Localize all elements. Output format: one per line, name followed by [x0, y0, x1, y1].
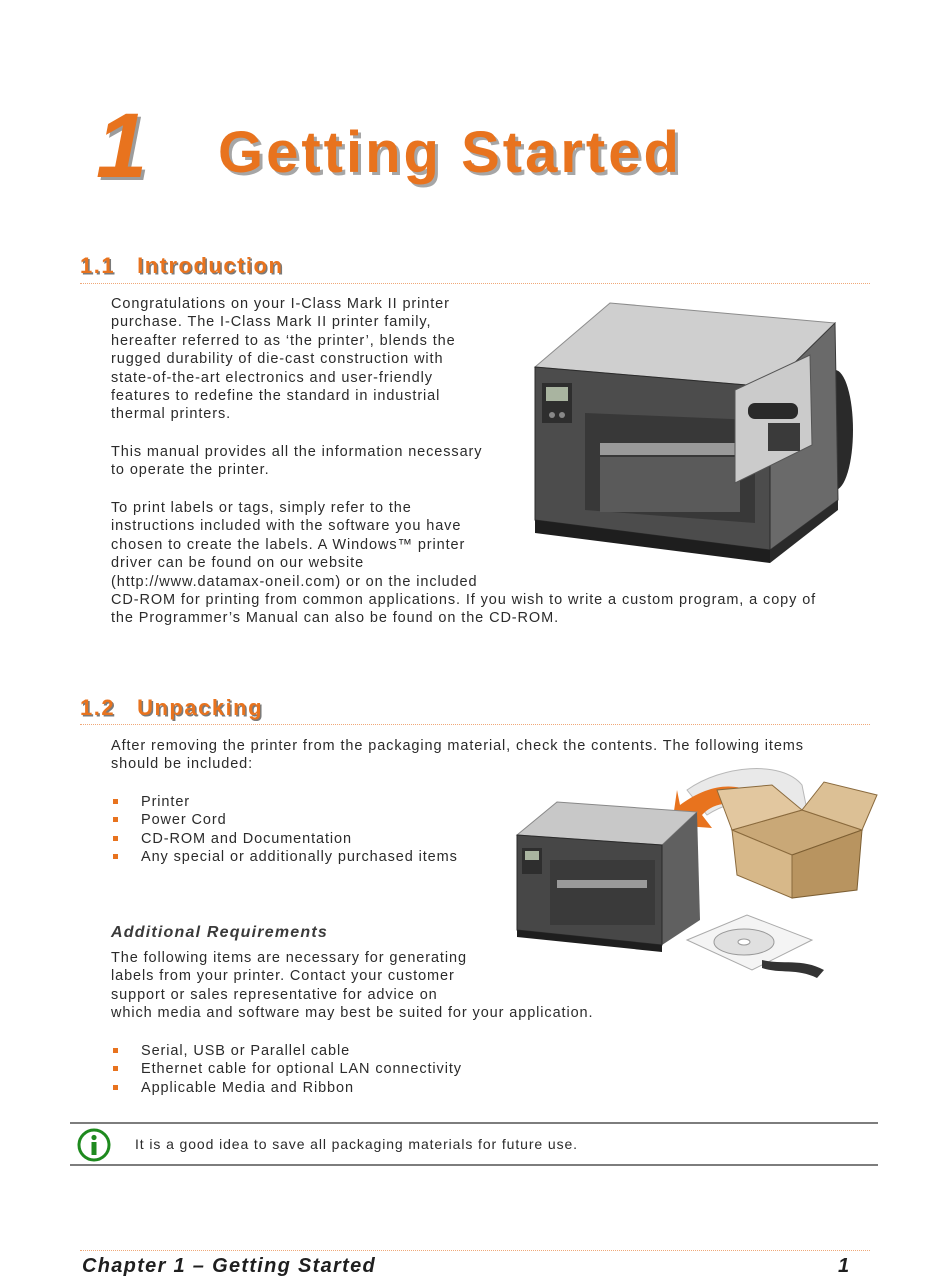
section-heading-unpacking	[80, 695, 263, 721]
intro-paragraph-1	[111, 295, 456, 424]
note-text: It is a good idea to save all packaging materials for future use.	[135, 1136, 578, 1152]
info-icon	[76, 1127, 112, 1163]
text-line: thermal printers.	[111, 406, 232, 423]
text-line: should be included:	[111, 756, 254, 773]
page-number: 1	[838, 1255, 850, 1277]
text-line: purchase. The I-Class Mark II printer family,	[111, 314, 432, 331]
text-line: After removing the printer from the packaging material, check the contents. The following items	[111, 738, 804, 754]
additional-requirements-text	[111, 949, 593, 1023]
section-divider	[80, 283, 870, 284]
requirements-list	[111, 1042, 462, 1097]
chapter-title: Getting Started	[218, 120, 682, 185]
text-line: The following items are necessary for generating	[111, 950, 467, 966]
chapter-number: 1	[96, 95, 146, 197]
list-item: Printer	[111, 793, 458, 811]
list-item: Any special or additionally purchased items	[111, 848, 458, 866]
additional-requirements-heading: Additional Requirements	[111, 924, 328, 941]
text-line: chosen to create the labels. A Windows™ printer	[111, 536, 466, 553]
text-line: support or sales representative for advice on	[111, 986, 438, 1003]
text-line: state-of-the-art electronics and user-friendly	[111, 369, 433, 386]
text-line: driver can be found on our website	[111, 555, 365, 572]
section-divider	[80, 724, 870, 725]
section-number: 1.1	[80, 253, 116, 278]
intro-paragraph-2	[111, 443, 482, 480]
section-number: 1.2	[80, 695, 116, 720]
text-line: This manual provides all the information necessary	[111, 444, 483, 460]
note-top-divider	[70, 1122, 878, 1124]
text-line: To print labels or tags, simply refer to the	[111, 500, 412, 516]
section-heading-introduction	[80, 253, 283, 279]
text-line: instructions included with the software you have	[111, 518, 462, 535]
list-item: Power Cord	[111, 811, 458, 829]
text-line: labels from your printer. Contact your customer	[111, 968, 455, 985]
list-item: Applicable Media and Ribbon	[111, 1079, 462, 1097]
footer-chapter-label: Chapter 1 – Getting Started	[82, 1255, 377, 1277]
text-line: CD-ROM for printing from common applications. If you wish to write a custom program, a copy of	[111, 592, 817, 609]
list-item: CD-ROM and Documentation	[111, 830, 458, 848]
list-item: Serial, USB or Parallel cable	[111, 1042, 462, 1060]
note-bottom-divider	[70, 1164, 878, 1166]
text-line: hereafter referred to as ‘the printer’, blends the	[111, 332, 456, 349]
text-line: to operate the printer.	[111, 462, 270, 479]
website-link-line: (http://www.datamax-oneil.com) or on the included	[111, 573, 478, 590]
text-line: the Programmer’s Manual can also be found on the CD-ROM.	[111, 610, 559, 627]
text-line: rugged durability of die-cast construction with	[111, 351, 444, 368]
list-item: Ethernet cable for optional LAN connectivity	[111, 1060, 462, 1078]
footer-divider	[80, 1250, 870, 1251]
section-title: Introduction	[137, 253, 284, 278]
text-line: features to redefine the standard in industrial	[111, 388, 441, 405]
printer-image	[530, 295, 855, 575]
text-line: which media and software may best be suited for your application.	[111, 1005, 594, 1022]
text-line: Congratulations on your I-Class Mark II printer	[111, 296, 450, 312]
contents-list	[111, 793, 458, 867]
section-title: Unpacking	[137, 695, 264, 720]
